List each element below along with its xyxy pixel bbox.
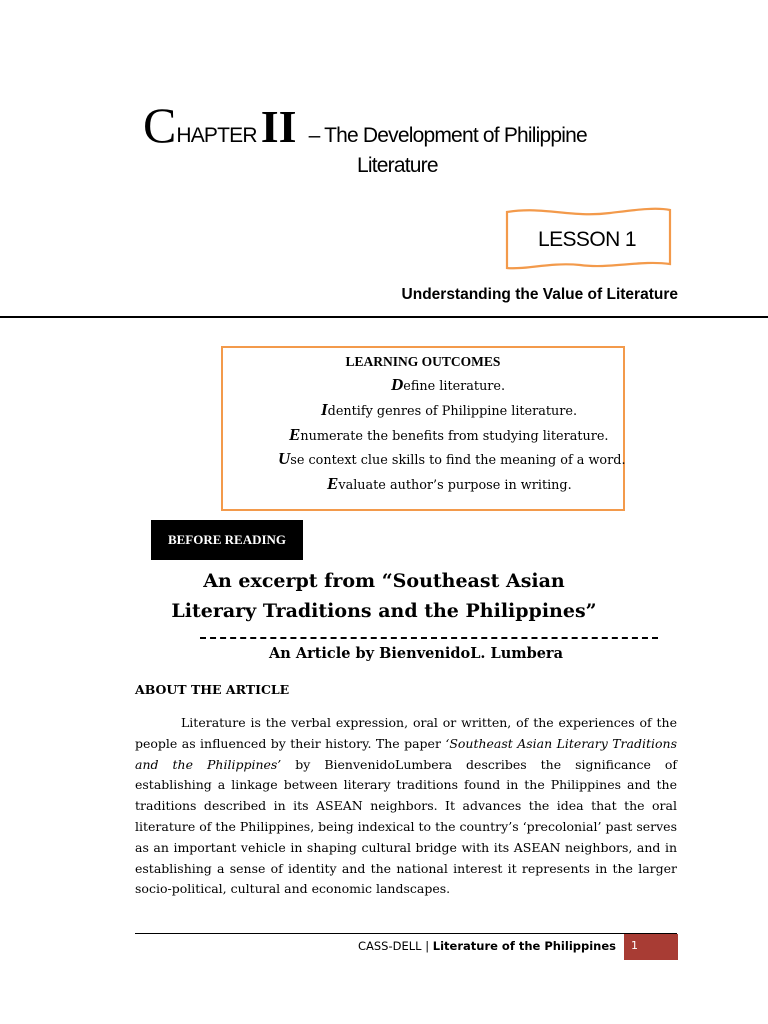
footer-text	[358, 939, 616, 953]
chapter-number: II	[260, 101, 297, 152]
chapter-title-line2: Literature	[357, 154, 438, 177]
outcome-item: Evaluate author’s purpose in writing.	[327, 474, 572, 493]
chapter-title-line1: – The Development of Philippine	[308, 124, 587, 147]
dashed-divider	[200, 637, 658, 639]
outcome-item: Define literature.	[391, 375, 506, 394]
outcome-item: Identify genres of Philippine literature.	[321, 400, 578, 419]
excerpt-title-line2: Literary Traditions and the Philippines”	[171, 600, 597, 622]
footer-separator: |	[425, 939, 430, 953]
lesson-label: LESSON 1	[538, 228, 636, 251]
chapter-word: HAPTER	[176, 124, 257, 147]
paper-title: ‘Southeast Asian Literary Traditions and the Philippines’	[135, 735, 677, 772]
footer-divider	[135, 933, 677, 934]
about-heading: ABOUT THE ARTICLE	[135, 682, 290, 697]
page-number: 1	[624, 934, 678, 960]
chapter-heading	[143, 97, 587, 153]
before-reading-badge: BEFORE READING	[151, 520, 303, 560]
outcome-item: Enumerate the benefits from studying literature.	[289, 425, 609, 444]
lesson-subtitle: Understanding the Value of Literature	[401, 286, 678, 303]
article-byline: An Article by BienvenidoL. Lumbera	[269, 645, 563, 662]
footer-org: CASS-DELL	[357, 939, 422, 953]
article-paragraph: Literature is the verbal expression, oral or written, of the experiences of the people as influenced by their history. The paper ‘Southeast Asian Literary Traditions and the Philippines’ by BienvenidoLumbera describes the significance of establishing a linkage between literary traditions found in the Philippines and the traditions described in its ASEAN neighbors. It advances the idea that the oral literature of the Philippines, being indexical to the country’s ‘precolonial’ past serves as an important vehicle in shaping cultural bridge with its ASEAN neighbors, and in establishing a sense of identity and the national interest it represents in the larger socio-political, cultural and economic landscapes.	[135, 715, 677, 897]
outcome-item: Use context clue skills to find the meaning of a word.	[278, 449, 626, 468]
section-divider	[0, 316, 768, 318]
learning-outcomes-title: LEARNING OUTCOMES	[345, 354, 501, 369]
chapter-initial: C	[143, 97, 177, 153]
excerpt-title-line1: An excerpt from “Southeast Asian	[203, 570, 565, 592]
footer-course: Literature of the Philippines	[432, 939, 616, 953]
